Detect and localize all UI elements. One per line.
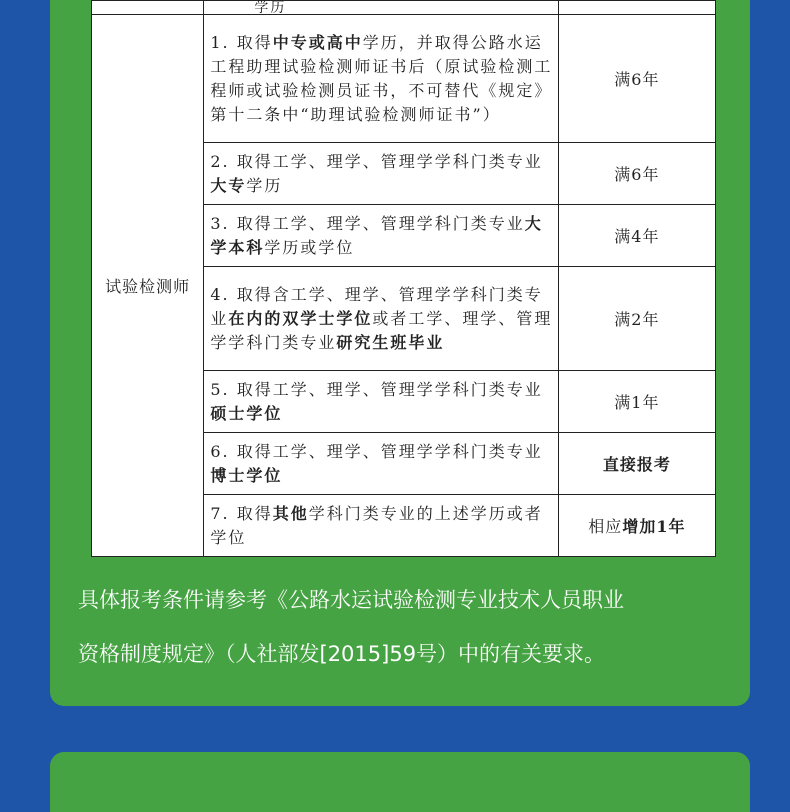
table-row (92, 15, 716, 143)
years-cell: 直接报考 (558, 433, 715, 495)
row-fragment: 学历 (204, 1, 558, 15)
years-cell: 满2年 (558, 267, 715, 371)
note-line-2: 资格制度规定》（人社部发[2015]59号）中的有关要求。 (78, 642, 606, 666)
years-cell: 满1年 (558, 371, 715, 433)
condition-cell: 6. 取得工学、理学、管理学学科门类专业博士学位 (204, 433, 558, 495)
condition-cell: 2. 取得工学、理学、管理学学科门类专业大专学历 (204, 143, 558, 205)
eligibility-table (91, 0, 716, 557)
years-cell: 满6年 (558, 15, 715, 143)
next-panel (50, 752, 750, 812)
years-cell: 满6年 (558, 143, 715, 205)
condition-cell: 1. 取得中专或高中学历，并取得公路水运工程助理试验检测师证书后（原试验检测工程师或试验检测员证书，不可替代《规定》第十二条中“助理试验检测师证书”） (204, 15, 558, 143)
condition-cell: 3. 取得工学、理学、管理学科门类专业大学本科学历或学位 (204, 205, 558, 267)
requirements-table (91, 0, 716, 557)
condition-cell: 4. 取得含工学、理学、管理学学科门类专业在内的双学士学位或者工学、理学、管理学学科门类专业研究生班毕业 (204, 267, 558, 371)
condition-cell: 5. 取得工学、理学、管理学学科门类专业硕士学位 (204, 371, 558, 433)
table-row (92, 1, 716, 15)
category-cell: 试验检测师 (92, 15, 204, 557)
note-line-1: 具体报考条件请参考《公路水运试验检测专业技术人员职业 (78, 588, 624, 612)
condition-cell: 7. 取得其他学科门类专业的上述学历或者学位 (204, 495, 558, 557)
years-cell: 满4年 (558, 205, 715, 267)
years-cell: 相应增加1年 (558, 495, 715, 557)
